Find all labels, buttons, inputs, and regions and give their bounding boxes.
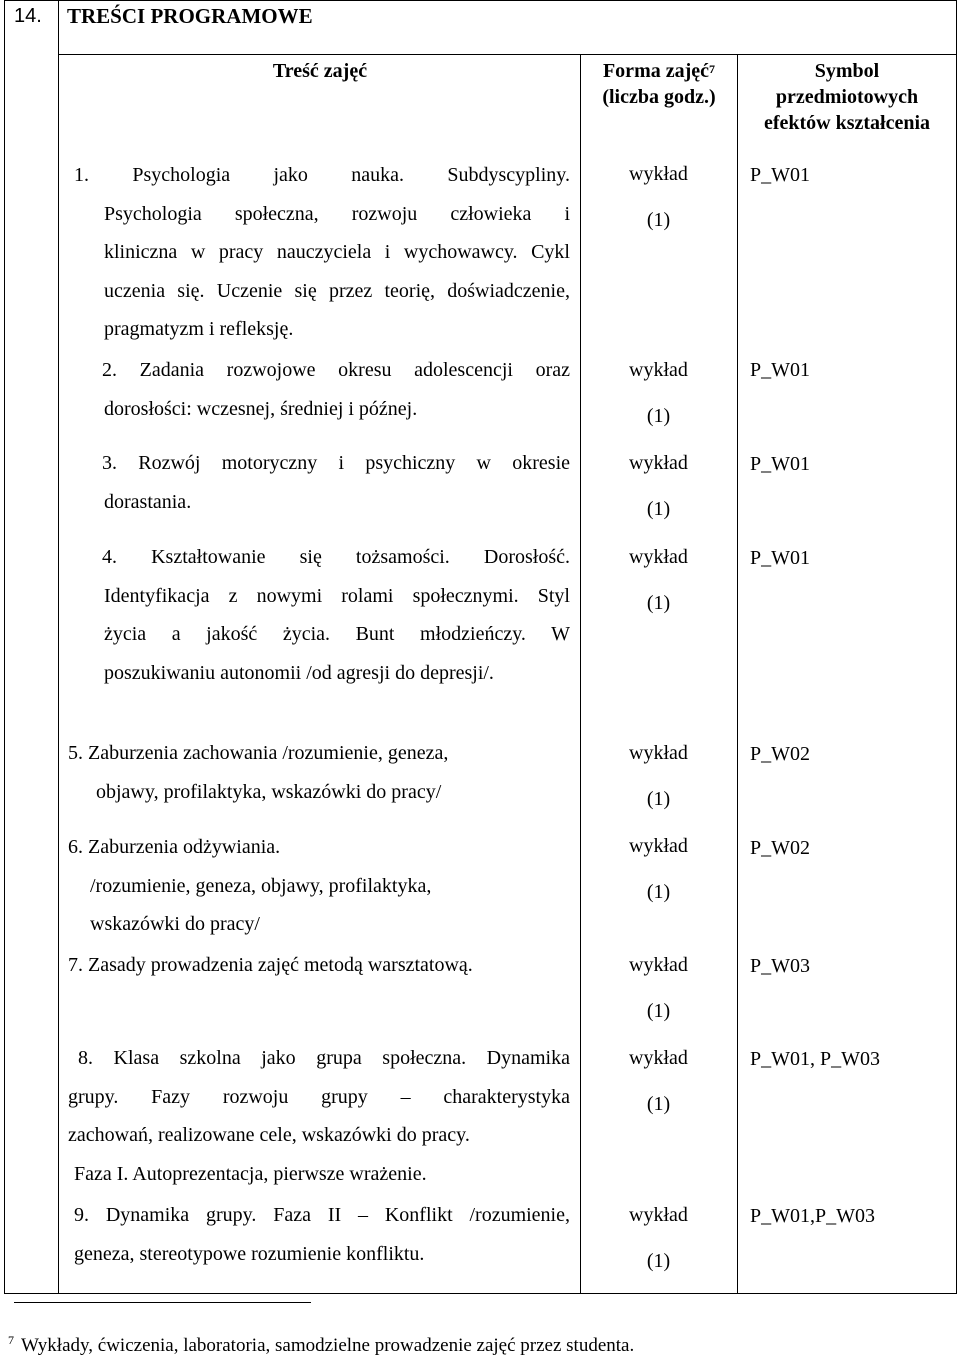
row-9-content — [68, 1196, 570, 1273]
section-number: 14. — [14, 5, 42, 27]
row-1-form — [600, 151, 717, 243]
row-5-line-1: 5. Zaburzenia zachowania /rozumienie, geneza, — [68, 742, 449, 764]
header-form-label: Forma zajęć — [602, 60, 710, 82]
number-column-divider — [58, 0, 59, 1294]
row-4-line-1: 4. Kształtowanie się tożsamości. Dorosłość. — [102, 546, 570, 568]
section-title: TREŚCI PROGRAMOWE — [67, 4, 313, 28]
row-7-line-1: 7. Zasady prowadzenia zajęć metodą warsztatową. — [68, 954, 473, 976]
row-4-form — [600, 534, 717, 626]
row-9-form — [600, 1192, 717, 1284]
row-1-line-1: 1. Psychologia jako nauka. Subdyscypliny. — [74, 164, 570, 186]
row-6-line-1: 6. Zaburzenia odżywiania. — [68, 836, 281, 858]
row-6-line-2: /rozumienie, geneza, objawy, profilaktyka, — [90, 874, 432, 897]
row-6-form-hours: (1) — [646, 881, 671, 903]
row-9-form-hours: (1) — [646, 1250, 671, 1272]
footnote-marker: 7 — [8, 1333, 14, 1347]
header-content — [200, 58, 440, 84]
row-4-form-hours: (1) — [646, 592, 671, 614]
row-8-form-hours: (1) — [646, 1093, 671, 1115]
row-3-form-hours: (1) — [646, 498, 671, 520]
row-1-line-3: kliniczna w pracy nauczyciela i wychowawcy. Cykl — [104, 241, 570, 264]
row-4-line-3: życia a jakość życia. Bunt młodzieńczy. W — [104, 623, 570, 646]
header-symbol-line3: efektów kształcenia — [763, 112, 931, 134]
row-1-content — [68, 156, 570, 349]
row-8-form-type: wykład — [629, 1047, 688, 1069]
row-8-symbol: P_W01, P_W03 — [750, 1048, 880, 1070]
table-left-border — [4, 0, 5, 1294]
row-7-content — [68, 946, 570, 985]
row-6-form-type: wykład — [629, 835, 688, 857]
row-5-form — [600, 730, 717, 822]
header-content-label: Treść zajęć — [272, 60, 368, 82]
header-form-sublabel: (liczba godz.) — [602, 86, 716, 108]
row-2-form — [600, 347, 717, 439]
header-form-footnote-marker: 7 — [709, 62, 716, 76]
row-3-content — [68, 444, 570, 521]
row-3-line-1: 3. Rozwój motoryczny i psychiczny w okresie — [102, 452, 570, 474]
header-symbol-line2: przedmiotowych — [775, 86, 919, 108]
row-4-form-type: wykład — [629, 546, 688, 568]
row-6-symbol: P_W02 — [750, 837, 810, 859]
row-8-line-1: 8. Klasa szkolna jako grupa społeczna. Dynamika — [78, 1047, 570, 1069]
row-1-symbol: P_W01 — [750, 164, 810, 186]
row-5-form-type: wykład — [629, 742, 688, 764]
row-6-content — [68, 828, 570, 944]
row-9-line-2: geneza, stereotypowe rozumienie konfliktu. — [74, 1242, 425, 1265]
row-4-line-2: Identyfikacja z nowymi rolami społecznymi. Styl — [104, 584, 570, 607]
row-5-line-2: objawy, profilaktyka, wskazówki do pracy/ — [96, 780, 442, 803]
row-7-form-type: wykład — [629, 954, 688, 976]
footnote-separator — [14, 1302, 311, 1303]
row-4-line-4: poszukiwaniu autonomii /od agresji do depresji/. — [104, 661, 494, 684]
header-form — [583, 58, 735, 110]
row-2-form-type: wykład — [629, 359, 688, 381]
row-9-symbol: P_W01,P_W03 — [750, 1205, 875, 1227]
row-1-line-4: uczenia się. Uczenie się przez teorię, doświadczenie, — [104, 279, 570, 302]
row-2-content — [68, 351, 570, 428]
row-3-line-2: dorastania. — [104, 490, 192, 513]
row-3-form — [600, 440, 717, 532]
table-bottom-border — [4, 1293, 957, 1294]
table-right-border — [956, 0, 957, 1294]
header-symbol — [740, 58, 954, 136]
row-8-form — [600, 1035, 717, 1127]
footnote — [8, 1334, 634, 1358]
row-2-line-1: 2. Zadania rozwojowe okresu adolescencji oraz — [102, 359, 570, 381]
row-9-line-1: 9. Dynamika grupy. Faza II – Konflikt /rozumienie, — [74, 1204, 570, 1226]
row-1-form-hours: (1) — [646, 209, 671, 231]
row-9-form-type: wykład — [629, 1204, 688, 1226]
header-symbol-line1: Symbol — [814, 60, 880, 82]
row-3-form-type: wykład — [629, 452, 688, 474]
row-4-symbol: P_W01 — [750, 547, 810, 569]
row-8-content — [68, 1039, 570, 1193]
row-7-symbol: P_W03 — [750, 955, 810, 977]
row-2-symbol: P_W01 — [750, 359, 810, 381]
row-8-line-3: zachowań, realizowane cele, wskazówki do pracy. — [68, 1124, 470, 1147]
row-5-symbol: P_W02 — [750, 743, 810, 765]
row-8-line-4: Faza I. Autoprezentacja, pierwsze wrażenie. — [74, 1162, 427, 1185]
row-6-line-3: wskazówki do pracy/ — [90, 913, 260, 936]
footnote-text: Wykłady, ćwiczenia, laboratoria, samodzielne prowadzenie zajęć przez studenta. — [21, 1335, 635, 1356]
row-1-line-2: Psychologia społeczna, rozwoju człowieka i — [104, 202, 570, 225]
table-top-border — [4, 0, 957, 1]
row-1-line-5: pragmatyzm i refleksję. — [104, 318, 294, 341]
symbol-column-divider — [737, 54, 738, 1294]
row-7-form-hours: (1) — [646, 1000, 671, 1022]
row-5-form-hours: (1) — [646, 788, 671, 810]
row-2-form-hours: (1) — [646, 405, 671, 427]
row-4-content — [68, 538, 570, 692]
row-6-form — [600, 823, 717, 915]
row-5-content — [68, 734, 570, 811]
row-2-line-2: dorosłości: wczesnej, średniej i późnej. — [104, 397, 418, 420]
row-3-symbol: P_W01 — [750, 453, 810, 475]
row-7-form — [600, 942, 717, 1034]
content-column-divider — [580, 54, 581, 1294]
header-title-divider — [58, 54, 956, 55]
row-8-line-2: grupy. Fazy rozwoju grupy – charakterystyka — [68, 1085, 570, 1108]
row-1-form-type: wykład — [629, 163, 688, 185]
